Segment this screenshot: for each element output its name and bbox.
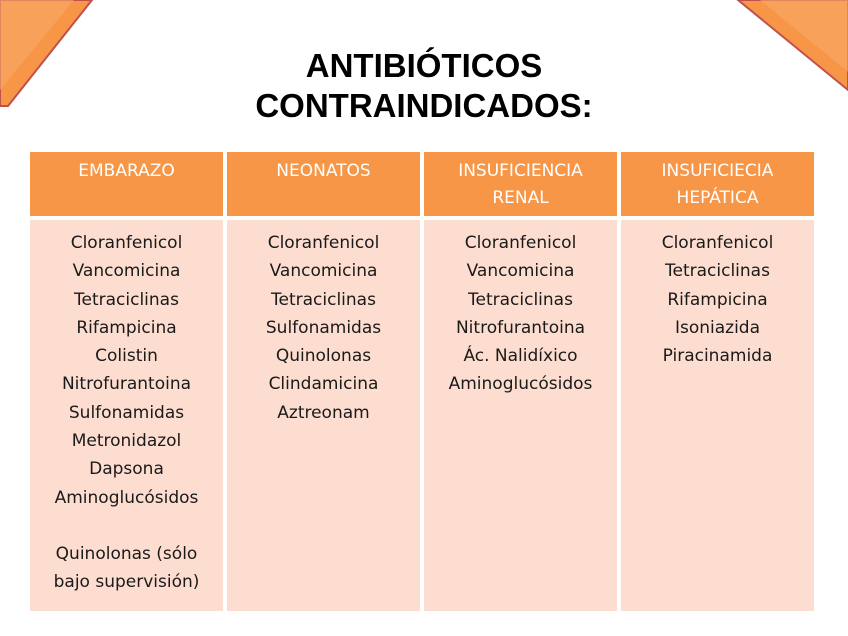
drug-item: Metronidazol bbox=[71, 431, 182, 452]
drug-item: Colistin bbox=[95, 346, 158, 367]
drug-item: Rifampicina bbox=[76, 317, 177, 338]
header-insuficiencia-hepatica bbox=[621, 152, 814, 216]
cell-neonatos bbox=[227, 220, 420, 611]
drug-item: Cloranfenicol bbox=[661, 233, 774, 253]
drug-item: Rifampicina bbox=[667, 289, 768, 310]
drug-item: Tetraciclinas bbox=[74, 289, 179, 310]
drug-item: Tetraciclinas bbox=[468, 289, 573, 310]
drug-item: Vancomicina bbox=[72, 261, 181, 282]
drug-item: Clindamicina bbox=[268, 374, 379, 395]
cell-insuficiencia-hepatica bbox=[621, 220, 814, 611]
header-neonatos bbox=[227, 152, 420, 216]
drug-item: Dapsona bbox=[89, 459, 164, 480]
drug-item: Isoniazida bbox=[674, 317, 761, 338]
page-title bbox=[0, 46, 848, 126]
drug-note: Quinolonas (sólo bbox=[55, 543, 198, 564]
cell-embarazo bbox=[30, 220, 223, 611]
cell-insuficiencia-renal bbox=[424, 220, 617, 611]
drug-item: Nitrofurantoina bbox=[455, 317, 586, 338]
drug-item: Cloranfenicol bbox=[267, 233, 380, 253]
drug-note: bajo supervisión) bbox=[53, 572, 200, 593]
header-text: INSUFICIECIA bbox=[661, 161, 774, 181]
drug-item: Tetraciclinas bbox=[665, 261, 770, 282]
header-embarazo bbox=[30, 152, 223, 216]
header-text: INSUFICIENCIA bbox=[458, 161, 583, 181]
title-line-1: ANTIBIÓTICOS bbox=[305, 47, 543, 84]
header-text: HEPÁTICA bbox=[676, 188, 759, 208]
contraindications-table bbox=[30, 152, 811, 611]
drug-item: Cloranfenicol bbox=[70, 233, 183, 253]
title-line-2: CONTRAINDICADOS: bbox=[255, 87, 593, 124]
drug-item: Aminoglucósidos bbox=[448, 374, 593, 395]
drug-item: Ác. Nalidíxico bbox=[463, 346, 578, 367]
drug-item: Aztreonam bbox=[277, 402, 370, 423]
drug-item: Vancomicina bbox=[269, 261, 378, 282]
drug-item: Cloranfenicol bbox=[464, 233, 577, 253]
drug-item: Sulfonamidas bbox=[265, 317, 382, 338]
drug-item: Quinolonas bbox=[275, 346, 372, 367]
drug-item: Aminoglucósidos bbox=[54, 487, 199, 508]
drug-item: Sulfonamidas bbox=[68, 402, 185, 423]
drug-item: Nitrofurantoina bbox=[61, 374, 192, 395]
drug-item: Vancomicina bbox=[466, 261, 575, 282]
header-text: EMBARAZO bbox=[78, 161, 175, 181]
header-text: RENAL bbox=[492, 188, 549, 208]
drug-item: Piracinamida bbox=[662, 346, 773, 367]
drug-item: Tetraciclinas bbox=[271, 289, 376, 310]
header-insuficiencia-renal bbox=[424, 152, 617, 216]
header-text: NEONATOS bbox=[276, 161, 371, 181]
